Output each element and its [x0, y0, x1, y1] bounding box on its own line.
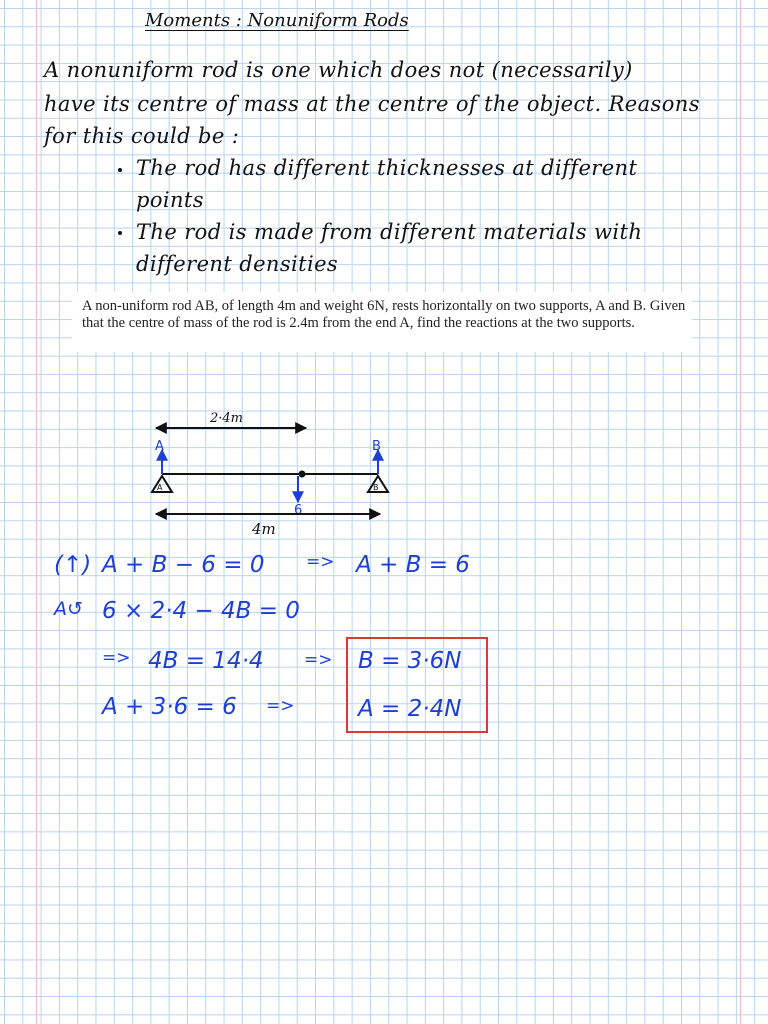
moments-simplified: 4B = 14·4	[148, 648, 264, 674]
page-title: Moments : Nonuniform Rods	[145, 10, 409, 31]
dimension-label-top: 2·4m	[210, 411, 244, 426]
resolve-vertical-result: A + B = 6	[356, 552, 470, 578]
rod-diagram	[140, 400, 400, 540]
problem-text: A non-uniform rod AB, of length 4m and weight 6N, rests horizontally on two supports, A and B. Given that the centre of mass of the rod is 2.4m from the end A, find the reactions at the two supports.	[82, 298, 686, 331]
bullet-2-line-2: different densities	[136, 252, 339, 276]
support-b-label: B	[373, 483, 379, 492]
note-line-1: A nonuniform rod is one which does not (necessarily)	[44, 58, 633, 82]
implies-arrow-1: =>	[306, 552, 335, 572]
resolve-vertical-tag: (↑)	[54, 552, 92, 578]
note-line-3: for this could be :	[44, 124, 240, 148]
implies-arrow-3: =>	[304, 650, 333, 670]
bullet-2-line-1: The rod is made from different materials with	[136, 220, 643, 244]
moments-about-a-tag: A↺	[54, 598, 83, 620]
support-a-label: A	[157, 483, 163, 492]
weight-label: 6	[294, 503, 303, 518]
reaction-label-b: B	[372, 439, 381, 454]
dimension-label-bottom: 4m	[252, 520, 276, 538]
note-line-2: have its centre of mass at the centre of the object. Reasons	[44, 92, 700, 116]
problem-statement	[72, 292, 692, 352]
bullet-1-line-1: The rod has different thicknesses at different	[136, 156, 638, 180]
reaction-label-a: A	[155, 439, 164, 454]
bullet-2-dot	[118, 231, 122, 235]
substitution-equation: A + 3·6 = 6	[102, 694, 237, 720]
answer-b: B = 3·6N	[358, 648, 462, 674]
moments-equation: 6 × 2·4 − 4B = 0	[102, 598, 300, 624]
resolve-vertical-equation: A + B − 6 = 0	[102, 552, 265, 578]
bullet-1-line-2: points	[136, 188, 204, 212]
implies-arrow-4: =>	[266, 696, 295, 716]
centre-of-mass	[299, 471, 306, 478]
answer-a: A = 2·4N	[358, 696, 462, 722]
implies-arrow-2: =>	[102, 648, 131, 668]
bullet-1-dot	[118, 168, 122, 172]
